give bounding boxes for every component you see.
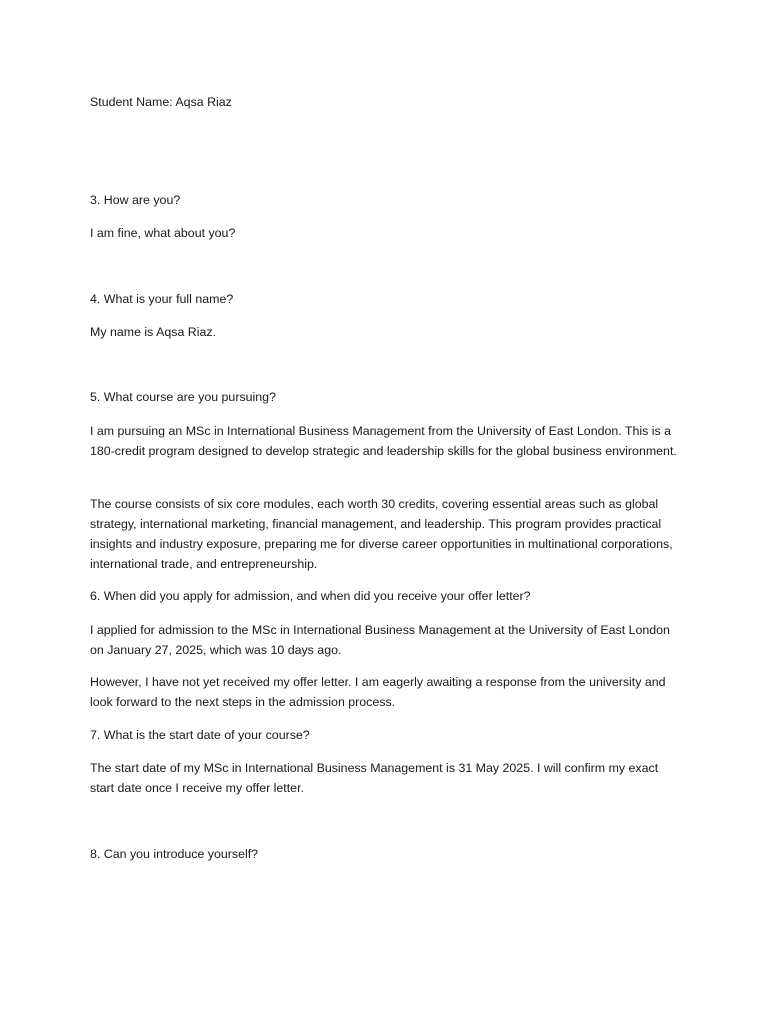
question-3: 3. How are you?	[90, 193, 181, 207]
question-4: 4. What is your full name?	[90, 292, 234, 306]
answer-5-paragraph-1: I am pursuing an MSc in International Business Management from the University of East London. This is a 180-credit program designed to develop strategic and leadership skills for the global business environment.	[90, 424, 677, 458]
question-6: 6. When did you apply for admission, and when did you receive your offer letter?	[90, 589, 531, 603]
answer-5-paragraph-2: The course consists of six core modules, each worth 30 credits, covering essential areas such as global strategy, international marketing, financial management, and leadership. This program provides practical insights and industry exposure, preparing me for diverse career opportunities in multinational corporations, international trade, and entrepreneurship.	[90, 497, 673, 571]
question-5: 5. What course are you pursuing?	[90, 390, 276, 404]
answer-6-paragraph-2: However, I have not yet received my offer letter. I am eagerly awaiting a response from the university and look forward to the next steps in the admission process.	[90, 675, 666, 709]
student-name-line: Student Name: Aqsa Riaz	[90, 95, 232, 109]
answer-6-paragraph-1: I applied for admission to the MSc in International Business Management at the University of East London on January 27, 2025, which was 10 days ago.	[90, 623, 670, 657]
answer-4: My name is Aqsa Riaz.	[90, 325, 217, 339]
answer-7: The start date of my MSc in International Business Management is 31 May 2025. I will confirm my exact start date once I receive my offer letter.	[90, 761, 659, 795]
answer-3: I am fine, what about you?	[90, 226, 236, 240]
question-7: 7. What is the start date of your course?	[90, 728, 310, 742]
question-8: 8. Can you introduce yourself?	[90, 847, 259, 861]
